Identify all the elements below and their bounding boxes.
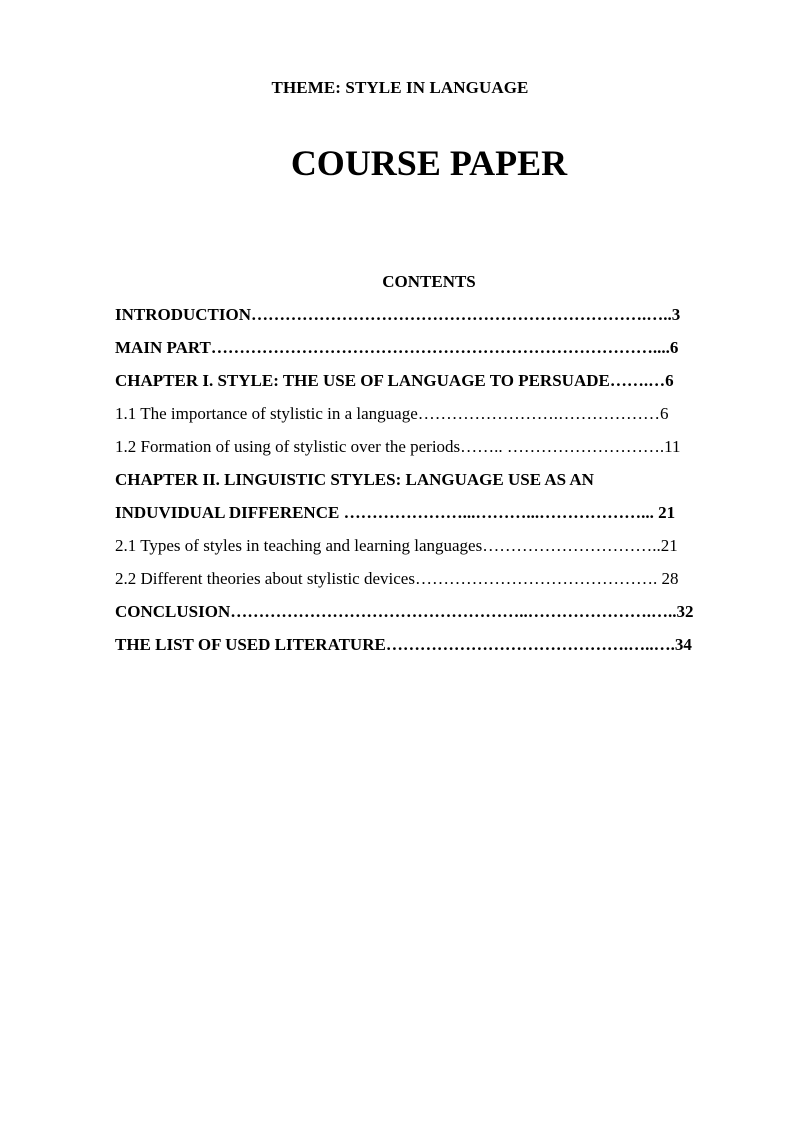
toc-entry-chapter-2-line-2: INDUVIDUAL DIFFERENCE …………………...………...………………... 21 bbox=[115, 503, 676, 522]
toc-entry-chapter-1: CHAPTER I. STYLE: THE USE OF LANGUAGE TO PERSUADE…….…6 bbox=[115, 371, 674, 390]
toc-entry-literature: THE LIST OF USED LITERATURE…………………………………….…..….34 bbox=[115, 635, 692, 654]
toc-entry-conclusion: CONCLUSION……………………………………………..………………….…..32 bbox=[115, 602, 694, 621]
table-of-contents bbox=[115, 303, 745, 666]
toc-entry-section-1-2: 1.2 Formation of using of stylistic over the periods…….. ……………………….11 bbox=[115, 437, 681, 456]
toc-entry-section-2-2: 2.2 Different theories about stylistic devices……………………………………. 28 bbox=[115, 569, 679, 588]
toc-entry-chapter-2-line-1: CHAPTER II. LINGUISTIC STYLES: LANGUAGE USE AS AN bbox=[115, 470, 594, 489]
theme-heading: THEME: STYLE IN LANGUAGE bbox=[271, 78, 529, 97]
toc-entry-section-1-1: 1.1 The importance of stylistic in a language…………………….………………6 bbox=[115, 404, 669, 423]
contents-heading: CONTENTS bbox=[382, 272, 476, 291]
toc-entry-section-2-1: 2.1 Types of styles in teaching and learning languages…………………………..21 bbox=[115, 536, 678, 555]
toc-entry-main-part: MAIN PART……………………………………………………………………....6 bbox=[115, 338, 679, 357]
toc-entry-introduction: INTRODUCTION…………………………………………………………….…..3 bbox=[115, 305, 681, 324]
document-title: COURSE PAPER bbox=[290, 143, 568, 183]
